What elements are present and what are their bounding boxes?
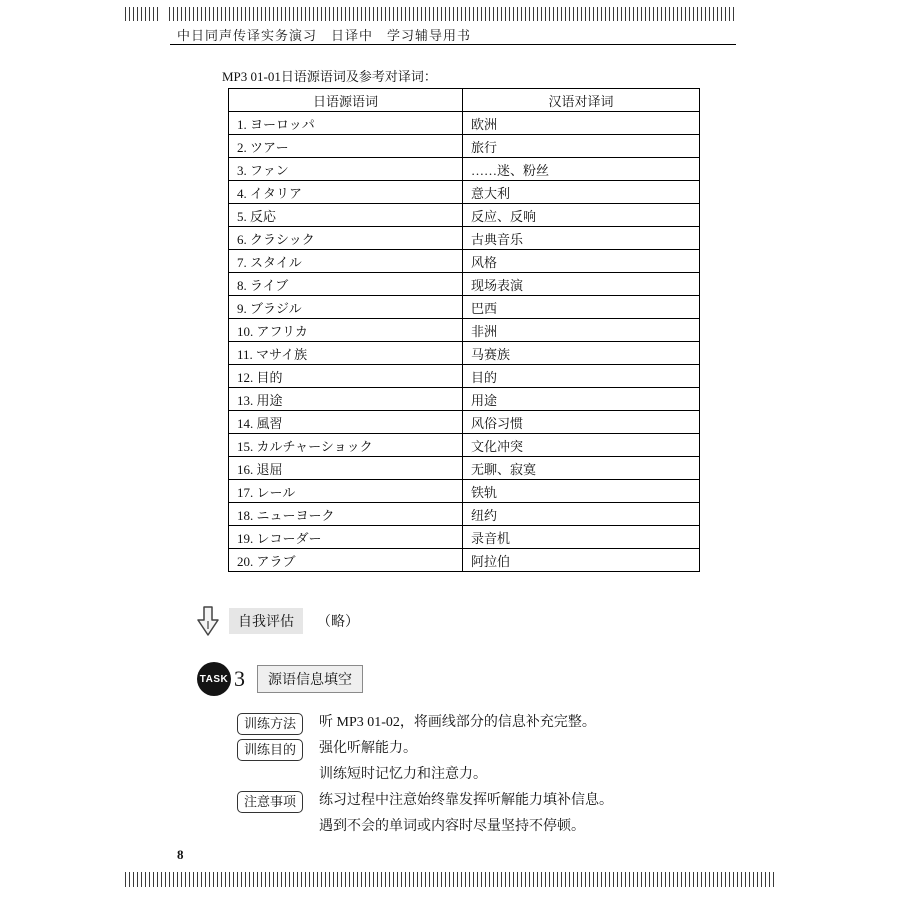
cn-term-cell: 无聊、寂寞 [463, 457, 700, 480]
jp-term-cell: 18. ニューヨーク [229, 503, 463, 526]
cn-term-cell: 旅行 [463, 135, 700, 158]
self-assessment-label: 自我评估 [229, 608, 303, 634]
running-head-title: 中日同声传译实务演习 日译中 学习辅导用书 [177, 28, 472, 43]
cn-term-cell: ……迷、粉丝 [463, 158, 700, 181]
table-row [229, 135, 700, 158]
cn-term-cell: 风俗习惯 [463, 411, 700, 434]
table-row [229, 112, 700, 135]
cn-term-cell: 意大利 [463, 181, 700, 204]
section-text-line: 强化听解能力。 [319, 741, 418, 756]
table-row [229, 434, 700, 457]
jp-term-cell: 12. 目的 [229, 365, 463, 388]
table-row [229, 503, 700, 526]
table-row [229, 480, 700, 503]
jp-term-cell: 9. ブラジル [229, 296, 463, 319]
section-label: 训练方法 [237, 713, 303, 735]
table-header-row [229, 89, 700, 112]
table-row [229, 365, 700, 388]
cn-term-cell: 巴西 [463, 296, 700, 319]
cn-term-cell: 古典音乐 [463, 227, 700, 250]
section-text-line: 遇到不会的单词或内容时尽量坚持不停顿。 [319, 819, 586, 834]
training-section [237, 788, 613, 840]
self-assessment-note: （略） [317, 615, 359, 630]
jp-term-cell: 7. スタイル [229, 250, 463, 273]
jp-term-cell: 19. レコーダー [229, 526, 463, 549]
section-text-line: 听 MP3 01-02，将画线部分的信息补充完整。 [319, 715, 596, 730]
table-row [229, 526, 700, 549]
header-rule [170, 44, 736, 45]
section-text-line: 训练短时记忆力和注意力。 [319, 767, 488, 782]
cn-term-cell: 录音机 [463, 526, 700, 549]
top-tick-marks [169, 7, 736, 21]
jp-term-cell: 4. イタリア [229, 181, 463, 204]
task-number: 3 [234, 666, 245, 691]
jp-term-cell: 8. ライブ [229, 273, 463, 296]
jp-term-cell: 6. クラシック [229, 227, 463, 250]
cn-term-cell: 用途 [463, 388, 700, 411]
bottom-tick-marks [125, 872, 776, 887]
training-section [237, 710, 613, 736]
jp-term-cell: 13. 用途 [229, 388, 463, 411]
jp-term-cell: 5. 反応 [229, 204, 463, 227]
table-row [229, 227, 700, 250]
section-text-line: 练习过程中注意始终靠发挥听解能力填补信息。 [319, 793, 614, 808]
cn-term-cell: 风格 [463, 250, 700, 273]
table-row [229, 457, 700, 480]
jp-term-cell: 2. ツアー [229, 135, 463, 158]
jp-term-cell: 15. カルチャーショック [229, 434, 463, 457]
table-row [229, 549, 700, 572]
table-row [229, 204, 700, 227]
jp-term-cell: 20. アラブ [229, 549, 463, 572]
cn-term-cell: 阿拉伯 [463, 549, 700, 572]
cn-term-cell: 文化冲突 [463, 434, 700, 457]
jp-term-cell: 10. アフリカ [229, 319, 463, 342]
cn-term-cell: 目的 [463, 365, 700, 388]
training-section [237, 736, 613, 788]
cn-term-cell: 现场表演 [463, 273, 700, 296]
cn-term-cell: 非洲 [463, 319, 700, 342]
cn-term-cell: 欧洲 [463, 112, 700, 135]
table-row [229, 411, 700, 434]
vocab-table [228, 88, 700, 572]
section-lines [319, 710, 596, 736]
task-heading [197, 662, 363, 696]
jp-term-cell: 1. ヨーロッパ [229, 112, 463, 135]
table-row [229, 388, 700, 411]
cn-column-header: 汉语对译词 [463, 89, 700, 112]
section-label: 注意事项 [237, 791, 303, 813]
jp-term-cell: 3. ファン [229, 158, 463, 181]
training-sections [237, 710, 613, 840]
task-title: 源语信息填空 [257, 665, 363, 693]
top-left-tick-marks [125, 7, 160, 21]
table-row [229, 158, 700, 181]
table-row [229, 319, 700, 342]
section-label: 训练目的 [237, 739, 303, 761]
table-row [229, 250, 700, 273]
cn-term-cell: 反应、反响 [463, 204, 700, 227]
jp-term-cell: 14. 風習 [229, 411, 463, 434]
table-row [229, 273, 700, 296]
section-lines [319, 788, 613, 840]
self-assessment-row [197, 606, 359, 636]
cn-term-cell: 铁轨 [463, 480, 700, 503]
table-row [229, 181, 700, 204]
vocab-table-body [229, 112, 700, 572]
jp-term-cell: 16. 退屈 [229, 457, 463, 480]
jp-column-header: 日语源语词 [229, 89, 463, 112]
table-row [229, 296, 700, 319]
page-number: 8 [177, 847, 184, 862]
jp-term-cell: 17. レール [229, 480, 463, 503]
table-caption: MP3 01-01日语源语词及参考对译词： [222, 69, 437, 84]
jp-term-cell: 11. マサイ族 [229, 342, 463, 365]
task-badge-icon: TASK [197, 662, 231, 696]
cn-term-cell: 马赛族 [463, 342, 700, 365]
section-lines [319, 736, 487, 788]
cn-term-cell: 纽约 [463, 503, 700, 526]
table-row [229, 342, 700, 365]
arrow-down-pen-icon [197, 606, 219, 636]
